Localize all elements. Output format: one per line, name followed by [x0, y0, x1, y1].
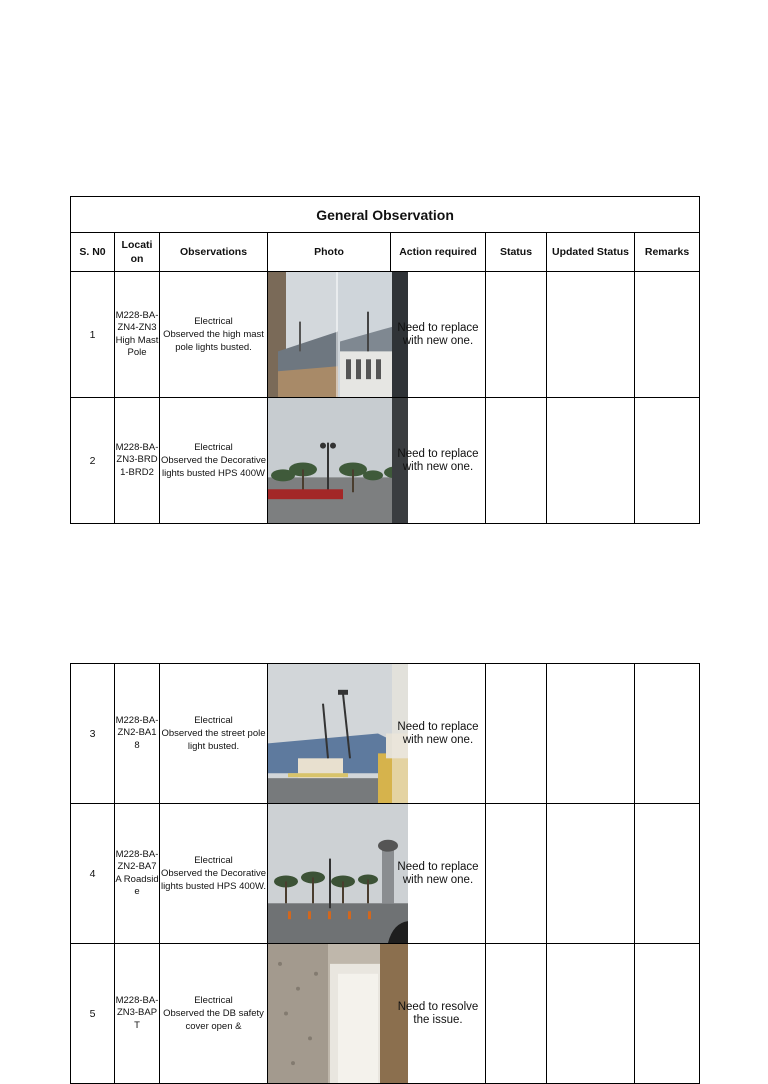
table-row	[71, 664, 700, 804]
high-mast-pole-photo	[268, 272, 408, 397]
header-sno: S. N0	[71, 233, 115, 272]
row-location: M228-BA-ZN4-ZN3 High Mast Pole	[115, 272, 160, 398]
table-title: General Observation	[71, 197, 700, 233]
row-sno: 4	[71, 804, 115, 944]
observation-detail: Observed the Decorative lights busted HPS 400W.	[160, 867, 267, 893]
decorative-lights-photo	[268, 398, 408, 523]
observation-category: Electrical	[194, 994, 233, 1006]
row-location: M228-BA-ZN2-BA18	[115, 664, 160, 804]
header-photo: Photo	[268, 233, 391, 272]
row-observation	[160, 272, 268, 398]
row-sno: 5	[71, 944, 115, 1084]
table-row	[71, 398, 700, 524]
row-photo-cell	[268, 804, 391, 944]
observation-detail: Observed the Decorative lights busted HPS 400W	[160, 454, 267, 480]
row-location: M228-BA-ZN2-BA7A Roadside	[115, 804, 160, 944]
row-sno: 1	[71, 272, 115, 398]
row-updated-status	[547, 664, 635, 804]
action-text: Need to replace with new one.	[397, 448, 479, 473]
observation-category: Electrical	[194, 441, 233, 453]
header-row	[71, 233, 700, 272]
observation-category: Electrical	[194, 714, 233, 726]
table-row	[71, 944, 700, 1084]
row-location: M228-BA-ZN3-BRD1-BRD2	[115, 398, 160, 524]
row-status	[486, 664, 547, 804]
header-remarks: Remarks	[635, 233, 700, 272]
row-observation	[160, 664, 268, 804]
row-photo-cell	[268, 272, 391, 398]
row-remarks	[635, 272, 700, 398]
observation-detail: Observed the high mast pole lights busted.	[163, 328, 264, 354]
row-updated-status	[547, 804, 635, 944]
row-updated-status	[547, 398, 635, 524]
row-status	[486, 944, 547, 1084]
row-observation	[160, 944, 268, 1084]
observation-category: Electrical	[194, 315, 233, 327]
roadside-lights-photo	[268, 804, 408, 943]
row-updated-status	[547, 944, 635, 1084]
row-remarks	[635, 398, 700, 524]
observation-detail: Observed the DB safety cover open &	[163, 1007, 264, 1033]
row-remarks	[635, 804, 700, 944]
row-remarks	[635, 944, 700, 1084]
header-updated-status: Updated Status	[547, 233, 635, 272]
row-photo-cell	[268, 664, 391, 804]
row-observation	[160, 398, 268, 524]
general-observation-table-continued	[70, 663, 700, 1084]
table-row	[71, 272, 700, 398]
header-status: Status	[486, 233, 547, 272]
row-photo-cell	[268, 398, 391, 524]
row-remarks	[635, 664, 700, 804]
row-location: M228-BA-ZN3-BAPT	[115, 944, 160, 1084]
observation-category: Electrical	[194, 854, 233, 866]
row-sno: 2	[71, 398, 115, 524]
general-observation-table	[70, 196, 700, 524]
db-cover-photo	[268, 944, 408, 1083]
row-status	[486, 804, 547, 944]
action-text: Need to replace with new one.	[397, 322, 479, 347]
header-location: Locati on	[115, 233, 160, 272]
row-observation	[160, 804, 268, 944]
table-row	[71, 804, 700, 944]
action-text: Need to replace with new one.	[397, 861, 479, 886]
header-observations: Observations	[160, 233, 268, 272]
row-status	[486, 272, 547, 398]
street-pole-photo	[268, 664, 408, 803]
observation-detail: Observed the street pole light busted.	[161, 727, 266, 753]
action-text: Need to replace with new one.	[397, 721, 479, 746]
header-action-required: Action required	[391, 233, 486, 272]
row-updated-status	[547, 272, 635, 398]
row-status	[486, 398, 547, 524]
action-text: Need to resolve the issue.	[397, 1001, 479, 1026]
row-photo-cell	[268, 944, 391, 1084]
row-sno: 3	[71, 664, 115, 804]
